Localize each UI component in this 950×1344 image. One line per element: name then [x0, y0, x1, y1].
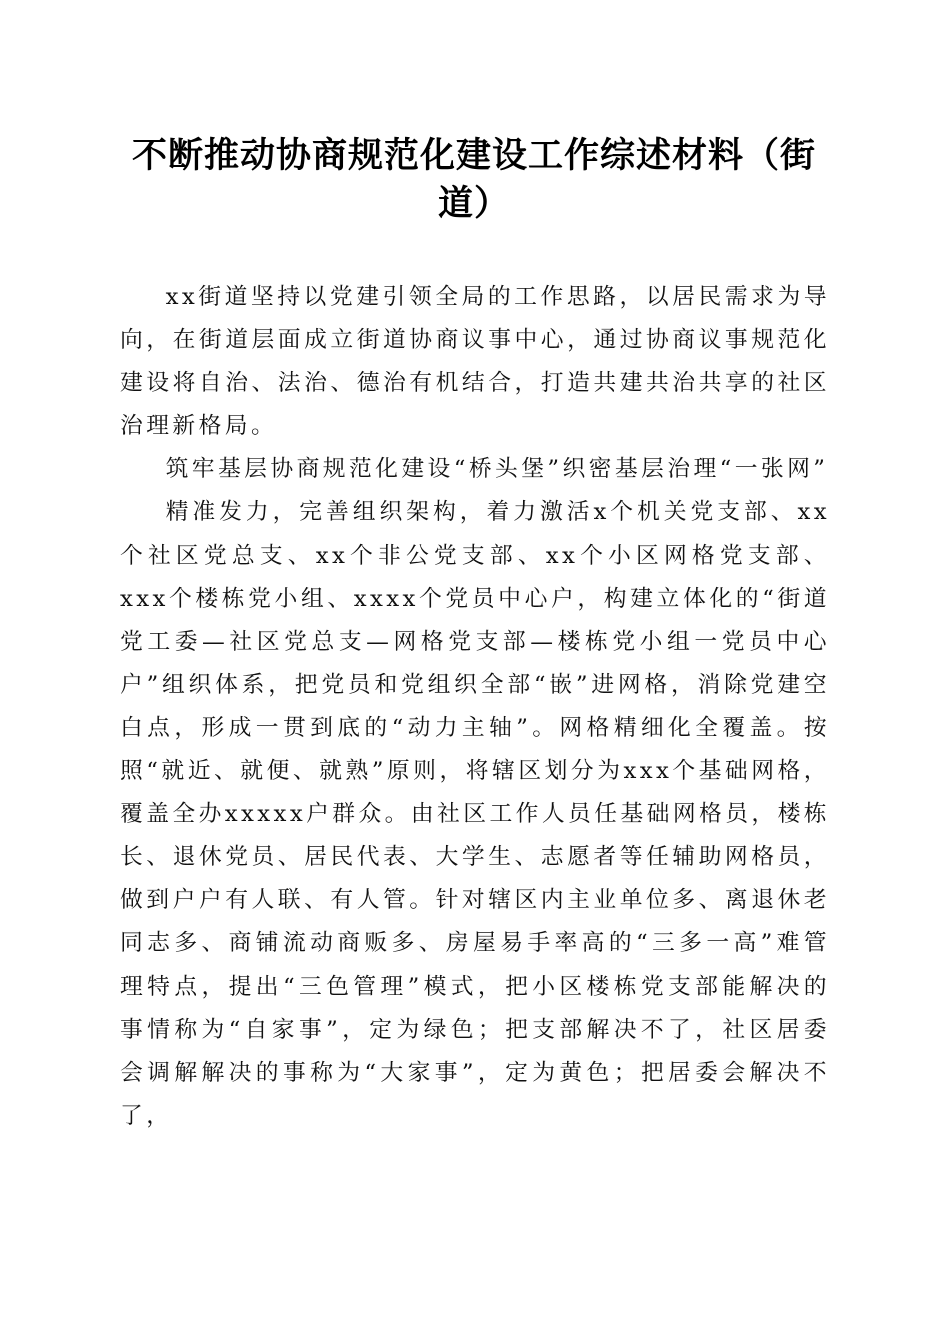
- document-title: 不断推动协商规范化建设工作综述材料（街道）: [131, 135, 816, 224]
- paragraph-section-heading: 筑牢基层协商规范化建设“桥头堡”织密基层治理“一张网”: [165, 456, 829, 483]
- paragraph-intro: xx街道坚持以党建引领全局的工作思路，以居民需求为导向，在街道层面成立街道协商议事中心，通过协商议事规范化建设将自治、法治、德治有机结合，打造共建共治共享的社区治理新格局。: [120, 284, 830, 440]
- paragraph-organization: 精准发力，完善组织架构，着力激活x个机关党支部、xx个社区党总支、xx个非公党支部、xx个小区网格党支部、xxx个楼栋党小组、xxxx个党员中心户，构建立体化的“街道党工委—社区党总支—网格党支部—楼栋党小组一党员中心户”组织体系，把党员和党组织全部“嵌”进网格，消除党建空白点，形成一贯到底的“动力主轴”。网格精细化全覆盖。按照“就近、就便、就熟”原则，将辖区划分为xxx个基础网格，覆盖全办xxxxx户群众。由社区工作人员任基础网格员，楼栋长、退休党员、居民代表、大学生、志愿者等任辅助网格员，做到户户有人联、有人管。针对辖区内主业单位多、离退休老同志多、商铺流动商贩多、房屋易手率高的“三多一高”难管理特点，提出“三色管理”模式，把小区楼栋党支部能解决的事情称为“自家事”，定为绿色；把支部解决不了，社区居委会调解解决的事称为“大家事”，定为黄色；把居委会解决不了，: [120, 499, 831, 1129]
- document-body: [120, 276, 830, 1138]
